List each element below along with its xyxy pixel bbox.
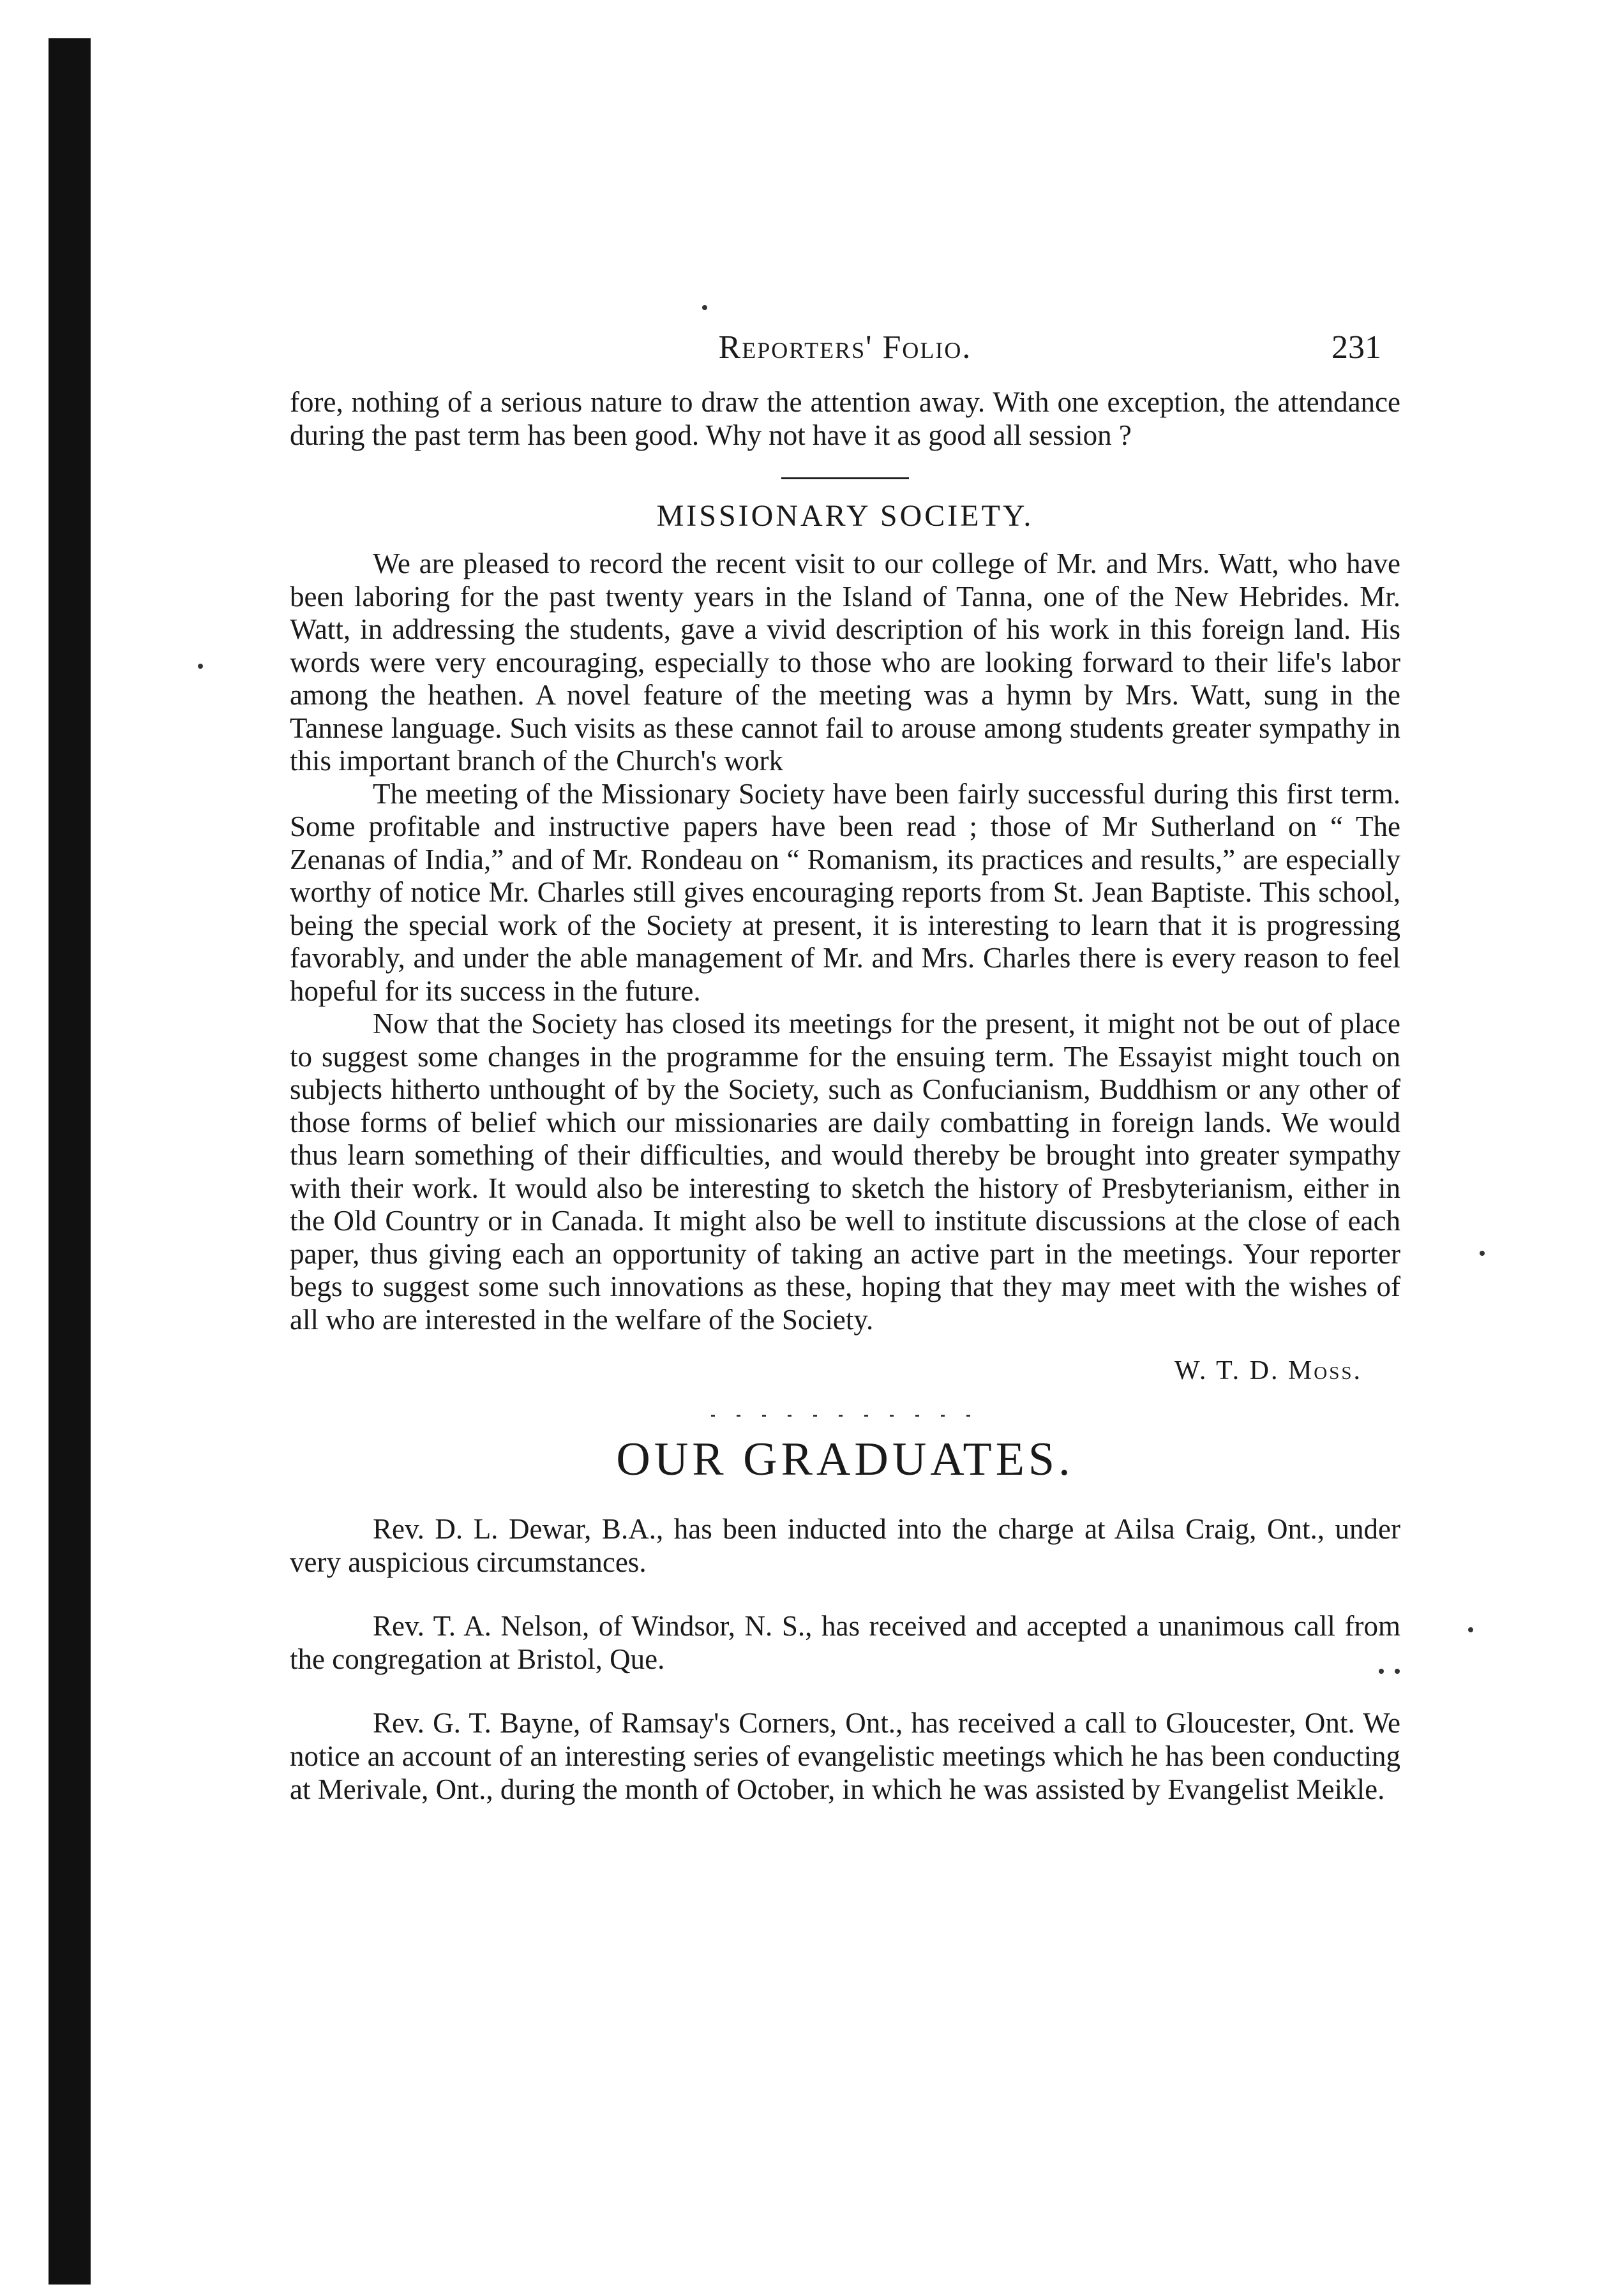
our-graduates-heading: OUR GRADUATES. (616, 1433, 1074, 1486)
missionary-society-heading: MISSIONARY SOCIETY. (656, 499, 1034, 533)
scan-speck (198, 664, 203, 669)
running-title: Reporters' Folio. (718, 329, 972, 366)
scan-speck (702, 305, 707, 310)
section-divider (711, 1415, 979, 1417)
scan-speck (1480, 1251, 1485, 1256)
intro-paragraph: fore, nothing of a serious nature to draw the attention away. With one exception, the attendance during the past term has been good. Why not have it as good all session ? (290, 386, 1400, 451)
scan-binding-edge (49, 38, 91, 2285)
missionary-paragraph: We are pleased to record the recent visit to our college of Mr. and Mrs. Watt, who have been laboring for the past twenty years in the Island of Tanna, one of the New Hebrides. Mr. Watt, in addressing the students, gave a vivid description of his work in this foreign land. His words were very encouraging, especially to those who are looking forward to their life's labor among the heathen. A novel feature of the meeting was a hymn by Mrs. Watt, sung in the Tannese language. Such visits as these cannot fail to arouse among students greater sympathy in this important branch of the Church's work (290, 548, 1400, 777)
running-head (290, 329, 1400, 373)
document-page (290, 329, 1400, 1837)
author-signature: W. T. D. Moss. (1174, 1356, 1362, 1385)
section-divider (781, 477, 909, 479)
scan-speck (1468, 1627, 1473, 1632)
page-number: 231 (1332, 329, 1381, 366)
missionary-paragraph: Now that the Society has closed its meetings for the present, it might not be out of place to suggest some changes in the programme for the ensuing term. The Essayist might touch on subjects hitherto unthought of by the Society, such as Confucianism, Buddhism or any other of those forms of belief which our missionaries are daily combatting in foreign lands. We would thus learn something of their difficulties, and would thereby be brought into greater sympathy with their work. It would also be interesting to sketch the history of Presbyterianism, either in the Old Country or in Canada. It might also be well to institute discussions at the close of each paper, thus giving each an opportunity of taking an active part in the meetings. Your reporter begs to suggest some such innovations as these, hoping that they may meet with the wishes of all who are interested in the welfare of the Society. (290, 1008, 1400, 1336)
graduate-item: Rev. T. A. Nelson, of Windsor, N. S., has received and accepted a unanimous call from the congregation at Bristol, Que. (290, 1610, 1400, 1675)
graduate-item: Rev. D. L. Dewar, B.A., has been inducted into the charge at Ailsa Craig, Ont., under very auspicious circumstances. (290, 1513, 1400, 1578)
missionary-paragraph: The meeting of the Missionary Society have been fairly successful during this first term. Some profitable and instructive papers have been read ; those of Mr Sutherland on “ The Zenanas of India,” and of Mr. Rondeau on “ Romanism, its practices and results,” are especially worthy of notice Mr. Charles still gives encouraging reports from St. Jean Baptiste. This school, being the special work of the Society at present, it is interesting to learn that it is progressing favorably, and under the able management of Mr. and Mrs. Charles there is every reason to feel hopeful for its success in the future. (290, 777, 1400, 1007)
graduate-item: Rev. G. T. Bayne, of Ramsay's Corners, Ont., has received a call to Gloucester, Ont. We notice an account of an interesting series of evangelistic meetings which he has been conducting at Merivale, Ont., during the month of October, in which he was assisted by Evangelist Meikle. (290, 1707, 1400, 1805)
